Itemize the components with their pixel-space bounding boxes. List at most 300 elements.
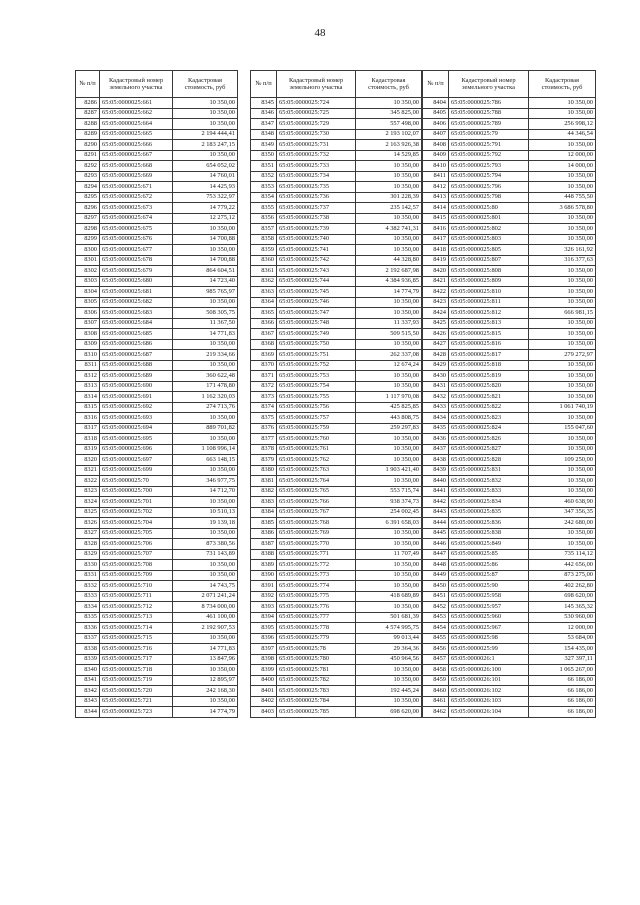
cadastral-value: 235 142,57 xyxy=(356,203,422,214)
cadastral-number: 65:05:0000025:86 xyxy=(449,560,529,571)
cadastral-value: 402 262,80 xyxy=(529,581,596,592)
cadastral-value: 666 981,15 xyxy=(529,308,596,319)
row-number: 8418 xyxy=(423,245,449,256)
table-row xyxy=(76,665,238,676)
table-row xyxy=(76,402,238,413)
row-number: 8329 xyxy=(76,549,100,560)
row-number: 8431 xyxy=(423,381,449,392)
cadastral-number: 65:05:0000025:686 xyxy=(100,339,173,350)
cadastral-value: 10 350,00 xyxy=(529,318,596,329)
cadastral-number: 65:05:0000025:765 xyxy=(277,486,356,497)
cadastral-number: 65:05:0000025:807 xyxy=(449,255,529,266)
row-number: 8326 xyxy=(76,518,100,529)
header-cadastral: Кадастровый номер земельного участка xyxy=(449,71,529,98)
cadastral-value: 12 674,24 xyxy=(356,360,422,371)
cadastral-number: 65:05:0000025:764 xyxy=(277,476,356,487)
cadastral-value: 10 350,00 xyxy=(529,360,596,371)
cadastral-table-1 xyxy=(75,70,238,718)
cadastral-value: 262 337,08 xyxy=(356,350,422,361)
cadastral-value: 10 350,00 xyxy=(529,276,596,287)
table-row xyxy=(423,308,596,319)
table-row xyxy=(251,360,422,371)
row-number: 8421 xyxy=(423,276,449,287)
table-row xyxy=(251,171,422,182)
table-row xyxy=(423,570,596,581)
row-number: 8325 xyxy=(76,507,100,518)
cadastral-value: 753 322,97 xyxy=(173,192,238,203)
cadastral-value: 10 350,00 xyxy=(529,329,596,340)
cadastral-number: 65:05:0000025:85 xyxy=(449,549,529,560)
table-row xyxy=(76,318,238,329)
table-row xyxy=(251,329,422,340)
cadastral-value: 10 350,00 xyxy=(529,213,596,224)
row-number: 8439 xyxy=(423,465,449,476)
row-number: 8323 xyxy=(76,486,100,497)
cadastral-number: 65:05:0000025:744 xyxy=(277,276,356,287)
cadastral-value: 66 186,00 xyxy=(529,707,596,718)
row-number: 8369 xyxy=(251,350,277,361)
cadastral-value: 66 186,00 xyxy=(529,675,596,686)
cadastral-value: 11 367,50 xyxy=(173,318,238,329)
cadastral-value: 10 350,00 xyxy=(356,444,422,455)
cadastral-number: 65:05:0000025:802 xyxy=(449,224,529,235)
table-row xyxy=(423,549,596,560)
cadastral-value: 13 847,96 xyxy=(173,654,238,665)
cadastral-number: 65:05:0000025:661 xyxy=(100,98,173,109)
row-number: 8414 xyxy=(423,203,449,214)
cadastral-number: 65:05:0000025:690 xyxy=(100,381,173,392)
row-number: 8373 xyxy=(251,392,277,403)
row-number: 8441 xyxy=(423,486,449,497)
table-row xyxy=(251,591,422,602)
table-row xyxy=(251,371,422,382)
row-number: 8423 xyxy=(423,297,449,308)
row-number: 8336 xyxy=(76,623,100,634)
table-row xyxy=(251,339,422,350)
table-row xyxy=(423,413,596,424)
row-number: 8417 xyxy=(423,234,449,245)
cadastral-number: 65:05:0000025:811 xyxy=(449,297,529,308)
cadastral-number: 65:05:0000025:756 xyxy=(277,402,356,413)
row-number: 8445 xyxy=(423,528,449,539)
cadastral-value: 10 350,00 xyxy=(173,633,238,644)
cadastral-value: 10 350,00 xyxy=(173,119,238,130)
cadastral-number: 65:05:0000025:750 xyxy=(277,339,356,350)
cadastral-value: 14 743,75 xyxy=(173,581,238,592)
cadastral-value: 2 194 444,41 xyxy=(173,129,238,140)
table-row xyxy=(251,350,422,361)
row-number: 8318 xyxy=(76,434,100,445)
cadastral-number: 65:05:0000025:798 xyxy=(449,192,529,203)
row-number: 8372 xyxy=(251,381,277,392)
cadastral-number: 65:05:0000025:784 xyxy=(277,696,356,707)
cadastral-value: 10 350,00 xyxy=(529,444,596,455)
table-header-row xyxy=(76,71,238,98)
header-cadastral: Кадастровый номер земельного участка xyxy=(277,71,356,98)
cadastral-number: 65:05:0000025:713 xyxy=(100,612,173,623)
table-row xyxy=(76,507,238,518)
row-number: 8297 xyxy=(76,213,100,224)
cadastral-value: 14 723,40 xyxy=(173,276,238,287)
cadastral-value: 19 139,18 xyxy=(173,518,238,529)
table-row xyxy=(423,581,596,592)
cadastral-value: 873 380,56 xyxy=(173,539,238,550)
cadastral-value: 14 771,83 xyxy=(173,329,238,340)
cadastral-value: 109 250,00 xyxy=(529,455,596,466)
table-row xyxy=(251,665,422,676)
row-number: 8348 xyxy=(251,129,277,140)
row-number: 8405 xyxy=(423,108,449,119)
row-number: 8291 xyxy=(76,150,100,161)
cadastral-number: 65:05:0000025:801 xyxy=(449,213,529,224)
cadastral-number: 65:05:0000025:813 xyxy=(449,318,529,329)
cadastral-number: 65:05:0000025:736 xyxy=(277,192,356,203)
cadastral-number: 65:05:0000025:705 xyxy=(100,528,173,539)
cadastral-number: 65:05:0000025:763 xyxy=(277,465,356,476)
cadastral-number: 65:05:0000025:699 xyxy=(100,465,173,476)
cadastral-value: 326 161,92 xyxy=(529,245,596,256)
table-row xyxy=(76,696,238,707)
row-number: 8332 xyxy=(76,581,100,592)
cadastral-value: 10 350,00 xyxy=(356,339,422,350)
table-row xyxy=(423,245,596,256)
table-row xyxy=(251,392,422,403)
cadastral-number: 65:05:0000025:786 xyxy=(449,98,529,109)
cadastral-value: 10 350,00 xyxy=(356,455,422,466)
cadastral-value: 10 350,00 xyxy=(529,371,596,382)
cadastral-value: 44 328,80 xyxy=(356,255,422,266)
row-number: 8350 xyxy=(251,150,277,161)
cadastral-value: 11 337,93 xyxy=(356,318,422,329)
cadastral-value: 2 192 687,98 xyxy=(356,266,422,277)
table-row xyxy=(423,329,596,340)
cadastral-value: 301 228,39 xyxy=(356,192,422,203)
table-row xyxy=(76,266,238,277)
cadastral-number: 65:05:0000025:760 xyxy=(277,434,356,445)
cadastral-value: 10 350,00 xyxy=(529,234,596,245)
cadastral-value: 442 656,00 xyxy=(529,560,596,571)
row-number: 8440 xyxy=(423,476,449,487)
cadastral-value: 14 529,85 xyxy=(356,150,422,161)
header-num: № п/п xyxy=(251,71,277,98)
header-value: Кадастровая стоимость, руб xyxy=(356,71,422,98)
row-number: 8320 xyxy=(76,455,100,466)
cadastral-value: 10 350,00 xyxy=(529,486,596,497)
header-value: Кадастровая стоимость, руб xyxy=(529,71,596,98)
table-row xyxy=(251,308,422,319)
row-number: 8448 xyxy=(423,560,449,571)
cadastral-value: 10 350,00 xyxy=(173,98,238,109)
table-row xyxy=(423,560,596,571)
row-number: 8353 xyxy=(251,182,277,193)
row-number: 8333 xyxy=(76,591,100,602)
table-row xyxy=(423,318,596,329)
table-row xyxy=(76,413,238,424)
cadastral-value: 4 574 995,75 xyxy=(356,623,422,634)
cadastral-value: 10 350,00 xyxy=(356,98,422,109)
cadastral-number: 65:05:0000025:723 xyxy=(100,707,173,718)
cadastral-number: 65:05:0000026:100 xyxy=(449,665,529,676)
cadastral-number: 65:05:0000025:695 xyxy=(100,434,173,445)
table-row xyxy=(76,245,238,256)
row-number: 8365 xyxy=(251,308,277,319)
cadastral-number: 65:05:0000025:827 xyxy=(449,444,529,455)
row-number: 8411 xyxy=(423,171,449,182)
cadastral-value: 2 071 241,24 xyxy=(173,591,238,602)
cadastral-number: 65:05:0000025:79 xyxy=(449,129,529,140)
cadastral-number: 65:05:0000025:721 xyxy=(100,696,173,707)
cadastral-value: 14 700,88 xyxy=(173,255,238,266)
cadastral-number: 65:05:0000025:755 xyxy=(277,392,356,403)
cadastral-value: 10 350,00 xyxy=(529,266,596,277)
cadastral-number: 65:05:0000025:746 xyxy=(277,297,356,308)
row-number: 8428 xyxy=(423,350,449,361)
row-number: 8310 xyxy=(76,350,100,361)
row-number: 8341 xyxy=(76,675,100,686)
table-row xyxy=(76,182,238,193)
cadastral-number: 65:05:0000025:820 xyxy=(449,381,529,392)
row-number: 8385 xyxy=(251,518,277,529)
cadastral-value: 242 680,00 xyxy=(529,518,596,529)
cadastral-number: 65:05:0000025:741 xyxy=(277,245,356,256)
cadastral-number: 65:05:0000025:748 xyxy=(277,318,356,329)
table-row xyxy=(251,255,422,266)
cadastral-number: 65:05:0000025:770 xyxy=(277,539,356,550)
cadastral-value: 1 117 970,08 xyxy=(356,392,422,403)
cadastral-number: 65:05:0000025:833 xyxy=(449,486,529,497)
row-number: 8322 xyxy=(76,476,100,487)
table-row xyxy=(251,560,422,571)
cadastral-value: 66 186,00 xyxy=(529,696,596,707)
table-row xyxy=(423,675,596,686)
cadastral-number: 65:05:0000025:666 xyxy=(100,140,173,151)
table-row xyxy=(76,465,238,476)
cadastral-number: 65:05:0000026:1 xyxy=(449,654,529,665)
row-number: 8424 xyxy=(423,308,449,319)
cadastral-number: 65:05:0000025:818 xyxy=(449,360,529,371)
row-number: 8453 xyxy=(423,612,449,623)
cadastral-number: 65:05:0000025:789 xyxy=(449,119,529,130)
row-number: 8433 xyxy=(423,402,449,413)
cadastral-value: 10 350,00 xyxy=(356,675,422,686)
row-number: 8298 xyxy=(76,224,100,235)
table-row xyxy=(423,297,596,308)
cadastral-number: 65:05:0000025:708 xyxy=(100,560,173,571)
cadastral-value: 938 374,73 xyxy=(356,497,422,508)
table-row xyxy=(251,182,422,193)
row-number: 8344 xyxy=(76,707,100,718)
cadastral-number: 65:05:0000025:711 xyxy=(100,591,173,602)
cadastral-value: 663 148,15 xyxy=(173,455,238,466)
cadastral-value: 10 510,13 xyxy=(173,507,238,518)
row-number: 8376 xyxy=(251,423,277,434)
table-row xyxy=(251,497,422,508)
cadastral-number: 65:05:0000025:817 xyxy=(449,350,529,361)
cadastral-value: 66 186,00 xyxy=(529,686,596,697)
table-row xyxy=(76,392,238,403)
cadastral-number: 65:05:0000025:674 xyxy=(100,213,173,224)
row-number: 8449 xyxy=(423,570,449,581)
table-row xyxy=(423,665,596,676)
cadastral-number: 65:05:0000025:809 xyxy=(449,276,529,287)
cadastral-number: 65:05:0000025:669 xyxy=(100,171,173,182)
row-number: 8337 xyxy=(76,633,100,644)
table-row xyxy=(251,402,422,413)
table-row xyxy=(76,644,238,655)
cadastral-number: 65:05:0000025:775 xyxy=(277,591,356,602)
row-number: 8459 xyxy=(423,675,449,686)
cadastral-value: 10 350,00 xyxy=(356,182,422,193)
row-number: 8367 xyxy=(251,329,277,340)
cadastral-number: 65:05:0000025:729 xyxy=(277,119,356,130)
cadastral-value: 985 765,97 xyxy=(173,287,238,298)
table-header-row xyxy=(423,71,596,98)
table-row xyxy=(423,602,596,613)
row-number: 8450 xyxy=(423,581,449,592)
row-number: 8395 xyxy=(251,623,277,634)
table-row xyxy=(251,581,422,592)
cadastral-number: 65:05:0000025:743 xyxy=(277,266,356,277)
table-row xyxy=(423,633,596,644)
cadastral-number: 65:05:0000025:822 xyxy=(449,402,529,413)
cadastral-number: 65:05:0000025:691 xyxy=(100,392,173,403)
cadastral-value: 557 498,00 xyxy=(356,119,422,130)
cadastral-value: 259 297,83 xyxy=(356,423,422,434)
cadastral-number: 65:05:0000025:794 xyxy=(449,171,529,182)
table-row xyxy=(423,497,596,508)
row-number: 8404 xyxy=(423,98,449,109)
cadastral-number: 65:05:0000025:710 xyxy=(100,581,173,592)
cadastral-value: 1 108 996,14 xyxy=(173,444,238,455)
table-row xyxy=(423,612,596,623)
cadastral-value: 10 350,00 xyxy=(173,497,238,508)
cadastral-value: 10 350,00 xyxy=(173,465,238,476)
cadastral-value: 10 350,00 xyxy=(173,434,238,445)
table-row xyxy=(76,224,238,235)
table-row xyxy=(251,318,422,329)
cadastral-value: 443 808,75 xyxy=(356,413,422,424)
cadastral-value: 14 000,00 xyxy=(529,161,596,172)
table-row xyxy=(423,129,596,140)
row-number: 8409 xyxy=(423,150,449,161)
row-number: 8302 xyxy=(76,266,100,277)
cadastral-number: 65:05:0000025:747 xyxy=(277,308,356,319)
cadastral-number: 65:05:0000025:815 xyxy=(449,329,529,340)
cadastral-number: 65:05:0000025:697 xyxy=(100,455,173,466)
row-number: 8356 xyxy=(251,213,277,224)
table-row xyxy=(423,140,596,151)
cadastral-value: 11 707,49 xyxy=(356,549,422,560)
cadastral-number: 65:05:0000025:805 xyxy=(449,245,529,256)
row-number: 8328 xyxy=(76,539,100,550)
cadastral-number: 65:05:0000025:960 xyxy=(449,612,529,623)
cadastral-number: 65:05:0000025:824 xyxy=(449,423,529,434)
cadastral-value: 12 275,12 xyxy=(173,213,238,224)
cadastral-number: 65:05:0000025:753 xyxy=(277,371,356,382)
cadastral-number: 65:05:0000025:835 xyxy=(449,507,529,518)
cadastral-value: 10 350,00 xyxy=(529,140,596,151)
cadastral-number: 65:05:0000025:693 xyxy=(100,413,173,424)
row-number: 8293 xyxy=(76,171,100,182)
table-row xyxy=(251,213,422,224)
table-row xyxy=(251,644,422,655)
cadastral-value: 460 638,90 xyxy=(529,497,596,508)
row-number: 8340 xyxy=(76,665,100,676)
row-number: 8378 xyxy=(251,444,277,455)
row-number: 8315 xyxy=(76,402,100,413)
table-row xyxy=(423,339,596,350)
cadastral-value: 1 065 267,00 xyxy=(529,665,596,676)
row-number: 8359 xyxy=(251,245,277,256)
table-row xyxy=(76,108,238,119)
cadastral-value: 10 350,00 xyxy=(173,570,238,581)
cadastral-value: 14 774,79 xyxy=(173,707,238,718)
cadastral-number: 65:05:0000025:740 xyxy=(277,234,356,245)
cadastral-number: 65:05:0000025:737 xyxy=(277,203,356,214)
cadastral-number: 65:05:0000025:702 xyxy=(100,507,173,518)
cadastral-number: 65:05:0000026:102 xyxy=(449,686,529,697)
row-number: 8454 xyxy=(423,623,449,634)
row-number: 8396 xyxy=(251,633,277,644)
table-row xyxy=(423,371,596,382)
cadastral-number: 65:05:0000025:792 xyxy=(449,150,529,161)
cadastral-value: 10 350,00 xyxy=(356,696,422,707)
cadastral-number: 65:05:0000025:675 xyxy=(100,224,173,235)
cadastral-number: 65:05:0000025:98 xyxy=(449,633,529,644)
cadastral-value: 10 350,00 xyxy=(356,234,422,245)
cadastral-number: 65:05:0000025:774 xyxy=(277,581,356,592)
cadastral-value: 10 350,00 xyxy=(529,98,596,109)
table-row xyxy=(423,203,596,214)
cadastral-value: 2 183 247,15 xyxy=(173,140,238,151)
table-row xyxy=(423,591,596,602)
table-row xyxy=(251,465,422,476)
cadastral-number: 65:05:0000025:831 xyxy=(449,465,529,476)
row-number: 8458 xyxy=(423,665,449,676)
table-row xyxy=(76,150,238,161)
row-number: 8363 xyxy=(251,287,277,298)
row-number: 8391 xyxy=(251,581,277,592)
cadastral-value: 219 334,66 xyxy=(173,350,238,361)
table-row xyxy=(423,518,596,529)
cadastral-table-2 xyxy=(250,70,422,718)
cadastral-value: 10 350,00 xyxy=(529,434,596,445)
header-num: № п/п xyxy=(76,71,100,98)
table-row xyxy=(76,455,238,466)
cadastral-number: 65:05:0000025:957 xyxy=(449,602,529,613)
cadastral-number: 65:05:0000025:823 xyxy=(449,413,529,424)
cadastral-number: 65:05:0000025:679 xyxy=(100,266,173,277)
cadastral-number: 65:05:0000025:716 xyxy=(100,644,173,655)
cadastral-number: 65:05:0000025:759 xyxy=(277,423,356,434)
row-number: 8438 xyxy=(423,455,449,466)
table-row xyxy=(423,192,596,203)
cadastral-number: 65:05:0000025:772 xyxy=(277,560,356,571)
row-number: 8455 xyxy=(423,633,449,644)
row-number: 8287 xyxy=(76,108,100,119)
row-number: 8331 xyxy=(76,570,100,581)
table-row xyxy=(251,108,422,119)
cadastral-number: 65:05:0000025:687 xyxy=(100,350,173,361)
cadastral-value: 10 350,00 xyxy=(356,381,422,392)
cadastral-value: 10 350,00 xyxy=(356,434,422,445)
cadastral-number: 65:05:0000025:779 xyxy=(277,633,356,644)
cadastral-number: 65:05:0000025:714 xyxy=(100,623,173,634)
table-row xyxy=(76,98,238,109)
cadastral-number: 65:05:0000025:696 xyxy=(100,444,173,455)
cadastral-number: 65:05:0000025:803 xyxy=(449,234,529,245)
cadastral-value: 10 350,00 xyxy=(529,297,596,308)
